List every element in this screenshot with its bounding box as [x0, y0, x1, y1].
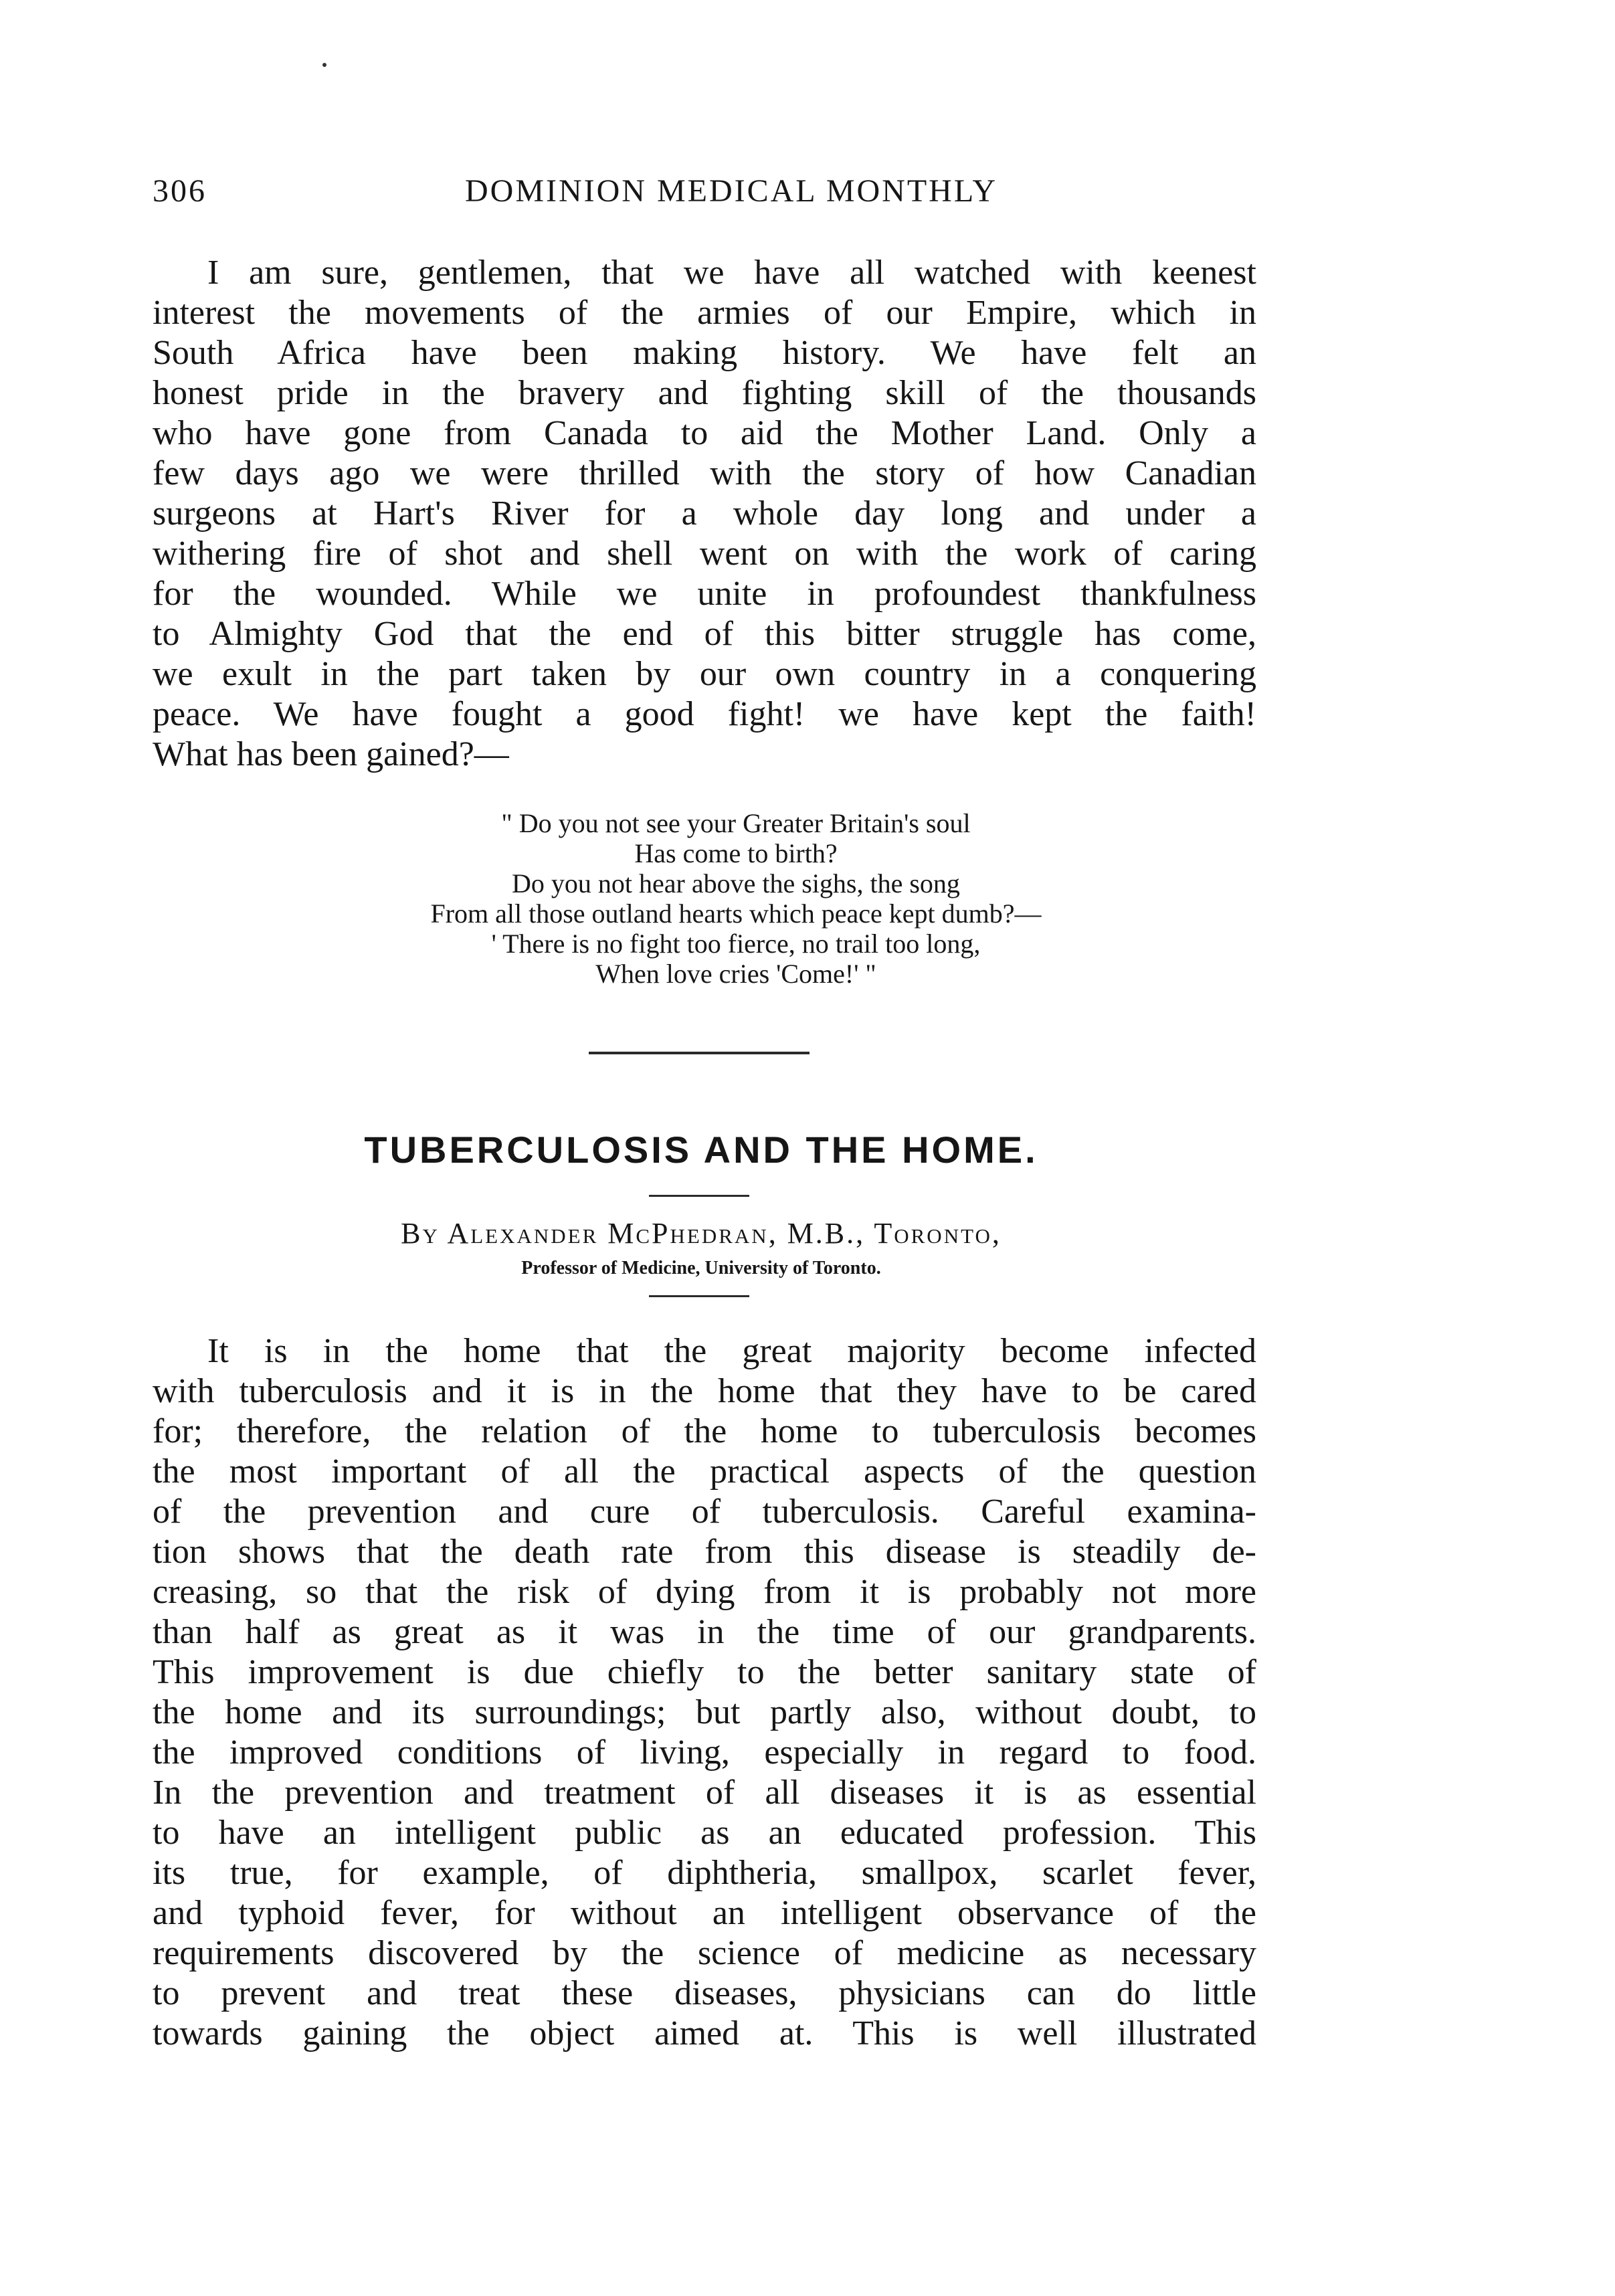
text-line: its true, for example, of diphtheria, smallpox, scarlet fever,: [153, 1854, 1256, 1892]
poem-line: " Do you not see your Greater Britain's soul: [501, 808, 971, 838]
text-line: In the prevention and treatment of all diseases it is as essential: [153, 1774, 1256, 1812]
page-number: 306: [153, 173, 207, 209]
text-line: honest pride in the bravery and fighting skill of the thousands: [153, 374, 1256, 412]
poem-quotation: [221, 808, 1251, 989]
title-rule: [649, 1195, 749, 1197]
text-line: to Almighty God that the end of this bitter struggle has come,: [153, 615, 1256, 653]
text-line: for; therefore, the relation of the home to tuberculosis becomes: [153, 1412, 1256, 1450]
journal-title: DOMINION MEDICAL MONTHLY: [464, 173, 998, 209]
article-title: TUBERCULOSIS AND THE HOME.: [364, 1129, 1038, 1171]
text-line: and typhoid fever, for without an intelligent observance of the: [153, 1894, 1256, 1932]
text-line: tion shows that the death rate from this disease is steadily de-: [153, 1533, 1256, 1571]
text-line: surgeons at Hart's River for a whole day long and under a: [153, 494, 1256, 533]
poem-line: ' There is no fight too fierce, no trail too long,: [491, 929, 981, 959]
text-line: What has been gained?—: [153, 735, 509, 773]
text-line: the most important of all the practical aspects of the question: [153, 1452, 1256, 1491]
text-line: peace. We have fought a good fight! we have kept the faith!: [153, 695, 1256, 733]
text-line: than half as great as it was in the time of our grandparents.: [153, 1613, 1256, 1651]
author-byline: By Alexander McPhedran, M.B., Toronto,: [401, 1217, 1002, 1250]
text-line: towards gaining the object aimed at. This is well illustrated: [153, 2014, 1256, 2052]
intro-paragraph: [153, 253, 1256, 775]
text-line: It is in the home that the great majority become infected: [207, 1332, 1256, 1370]
poem-line: From all those outland hearts which peace kept dumb?—: [430, 898, 1042, 929]
text-line: interest the movements of the armies of our Empire, which in: [153, 294, 1256, 332]
author-affiliation: Professor of Medicine, University of Toronto.: [521, 1258, 881, 1278]
text-line: the improved conditions of living, especially in regard to food.: [153, 1733, 1256, 1772]
text-line: South Africa have been making history. We have felt an: [153, 334, 1256, 372]
text-line: we exult in the part taken by our own country in a conquering: [153, 655, 1256, 693]
running-head: [153, 173, 1250, 219]
section-divider: [589, 1052, 810, 1054]
poem-line: Has come to birth?: [634, 838, 838, 868]
text-line: of the prevention and cure of tuberculosis. Careful examina-: [153, 1493, 1256, 1531]
text-line: creasing, so that the risk of dying from it is probably not more: [153, 1573, 1256, 1611]
poem-line: When love cries 'Come!' ": [595, 959, 876, 989]
text-line: to prevent and treat these diseases, physicians can do little: [153, 1974, 1256, 2012]
text-line: with tuberculosis and it is in the home that they have to be cared: [153, 1372, 1256, 1410]
text-line: the home and its surroundings; but partly also, without doubt, to: [153, 1693, 1256, 1731]
text-line: withering fire of shot and shell went on with the work of caring: [153, 535, 1256, 573]
text-line: few days ago we were thrilled with the story of how Canadian: [153, 454, 1256, 492]
poem-line: Do you not hear above the sighs, the song: [512, 868, 960, 898]
text-line: who have gone from Canada to aid the Mother Land. Only a: [153, 414, 1256, 452]
text-line: I am sure, gentlemen, that we have all watched with keenest: [207, 254, 1256, 292]
text-line: for the wounded. While we unite in profoundest thankfulness: [153, 575, 1256, 613]
print-speck: [322, 63, 326, 67]
text-line: to have an intelligent public as an educated profession. This: [153, 1814, 1256, 1852]
article-body: [153, 1331, 1256, 2054]
text-line: requirements discovered by the science of medicine as necessary: [153, 1934, 1256, 1972]
byline-rule: [649, 1295, 749, 1297]
text-line: This improvement is due chiefly to the better sanitary state of: [153, 1653, 1256, 1691]
